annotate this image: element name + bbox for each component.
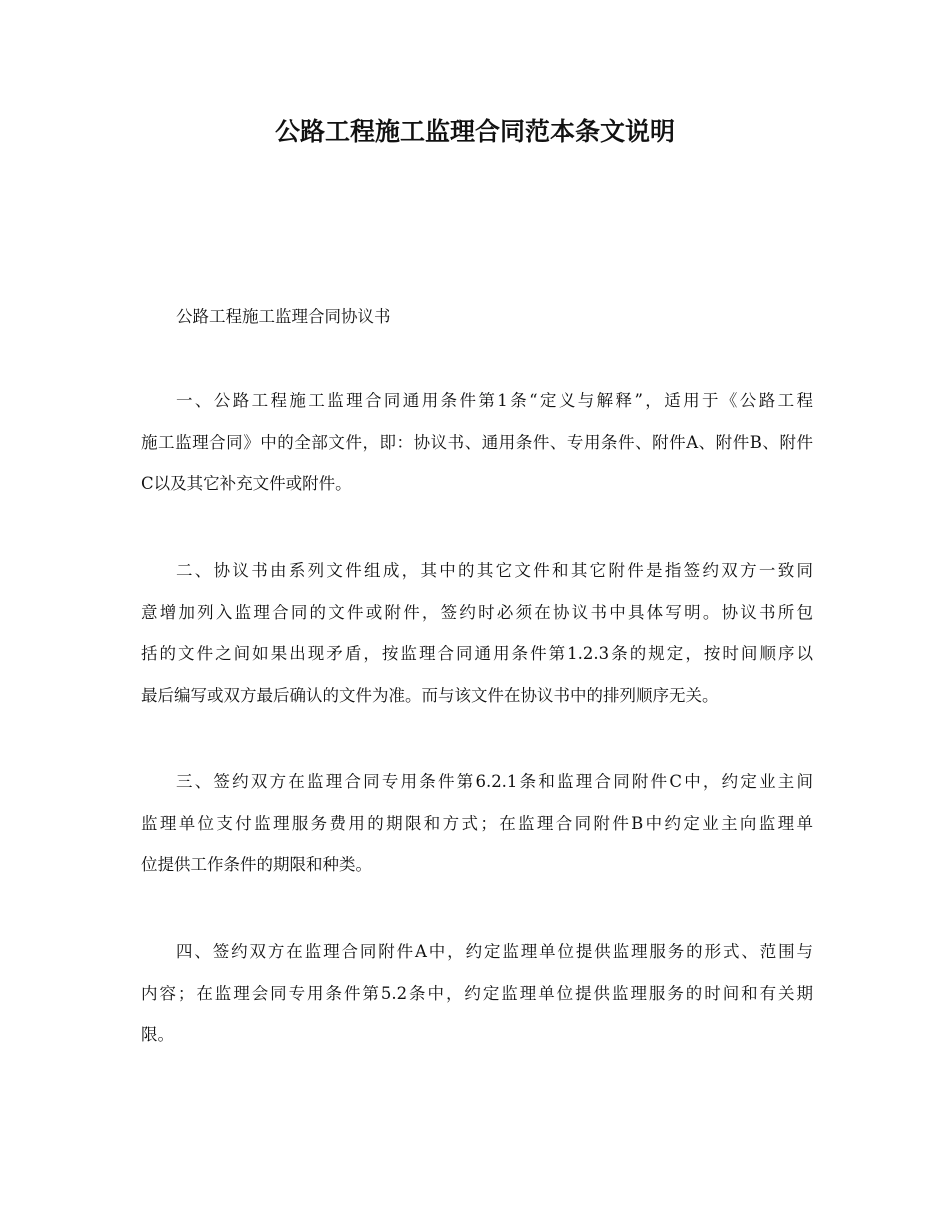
subtitle: 公路工程施工监理合同协议书 [176, 307, 391, 326]
paragraph-line: 限。 [141, 1025, 174, 1044]
paragraph-line: 三、签约双方在监理合同专用条件第6.2.1条和监理合同附件C中，约定业主间 [176, 772, 813, 791]
paragraph-line: 最后编写或双方最后确认的文件为准。而与该文件在协议书中的排列顺序无关。 [141, 685, 719, 705]
paragraph-line: 监理单位支付监理服务费用的期限和方式；在监理合同附件B中约定业主向监理单 [141, 813, 813, 833]
paragraph-line: 二、协议书由系列文件组成，其中的其它文件和其它附件是指签约双方一致同 [176, 561, 813, 580]
paragraph-line: 内容；在监理会同专用条件第5.2条中，约定监理单位提供监理服务的时间和有关期 [141, 983, 813, 1003]
paragraph-3 [141, 767, 813, 892]
paragraph-4 [141, 937, 813, 1062]
agreement-heading [141, 302, 813, 344]
paragraph-line: 施工监理合同》中的全部文件，即：协议书、通用条件、专用条件、附件A、附件B、附件 [141, 432, 813, 452]
paragraph-line: 意增加列入监理合同的文件或附件，签约时必须在协议书中具体写明。协议书所包 [141, 602, 813, 622]
paragraph-line: 括的文件之间如果出现矛盾，按监理合同通用条件第1.2.3条的规定，按时间顺序以 [141, 644, 813, 663]
document-title: 公路工程施工监理合同范本条文说明 [274, 117, 675, 146]
paragraph-1 [141, 386, 813, 511]
paragraph-line: 四、签约双方在监理合同附件A中，约定监理单位提供监理服务的形式、范围与 [176, 942, 813, 961]
paragraph-line: C以及其它补充文件或附件。 [141, 474, 352, 493]
paragraph-2 [141, 556, 813, 722]
paragraph-line: 位提供工作条件的期限和种类。 [141, 855, 372, 874]
paragraph-line: 一、公路工程施工监理合同通用条件第1条“定义与解释”，适用于《公路工程 [176, 391, 813, 410]
